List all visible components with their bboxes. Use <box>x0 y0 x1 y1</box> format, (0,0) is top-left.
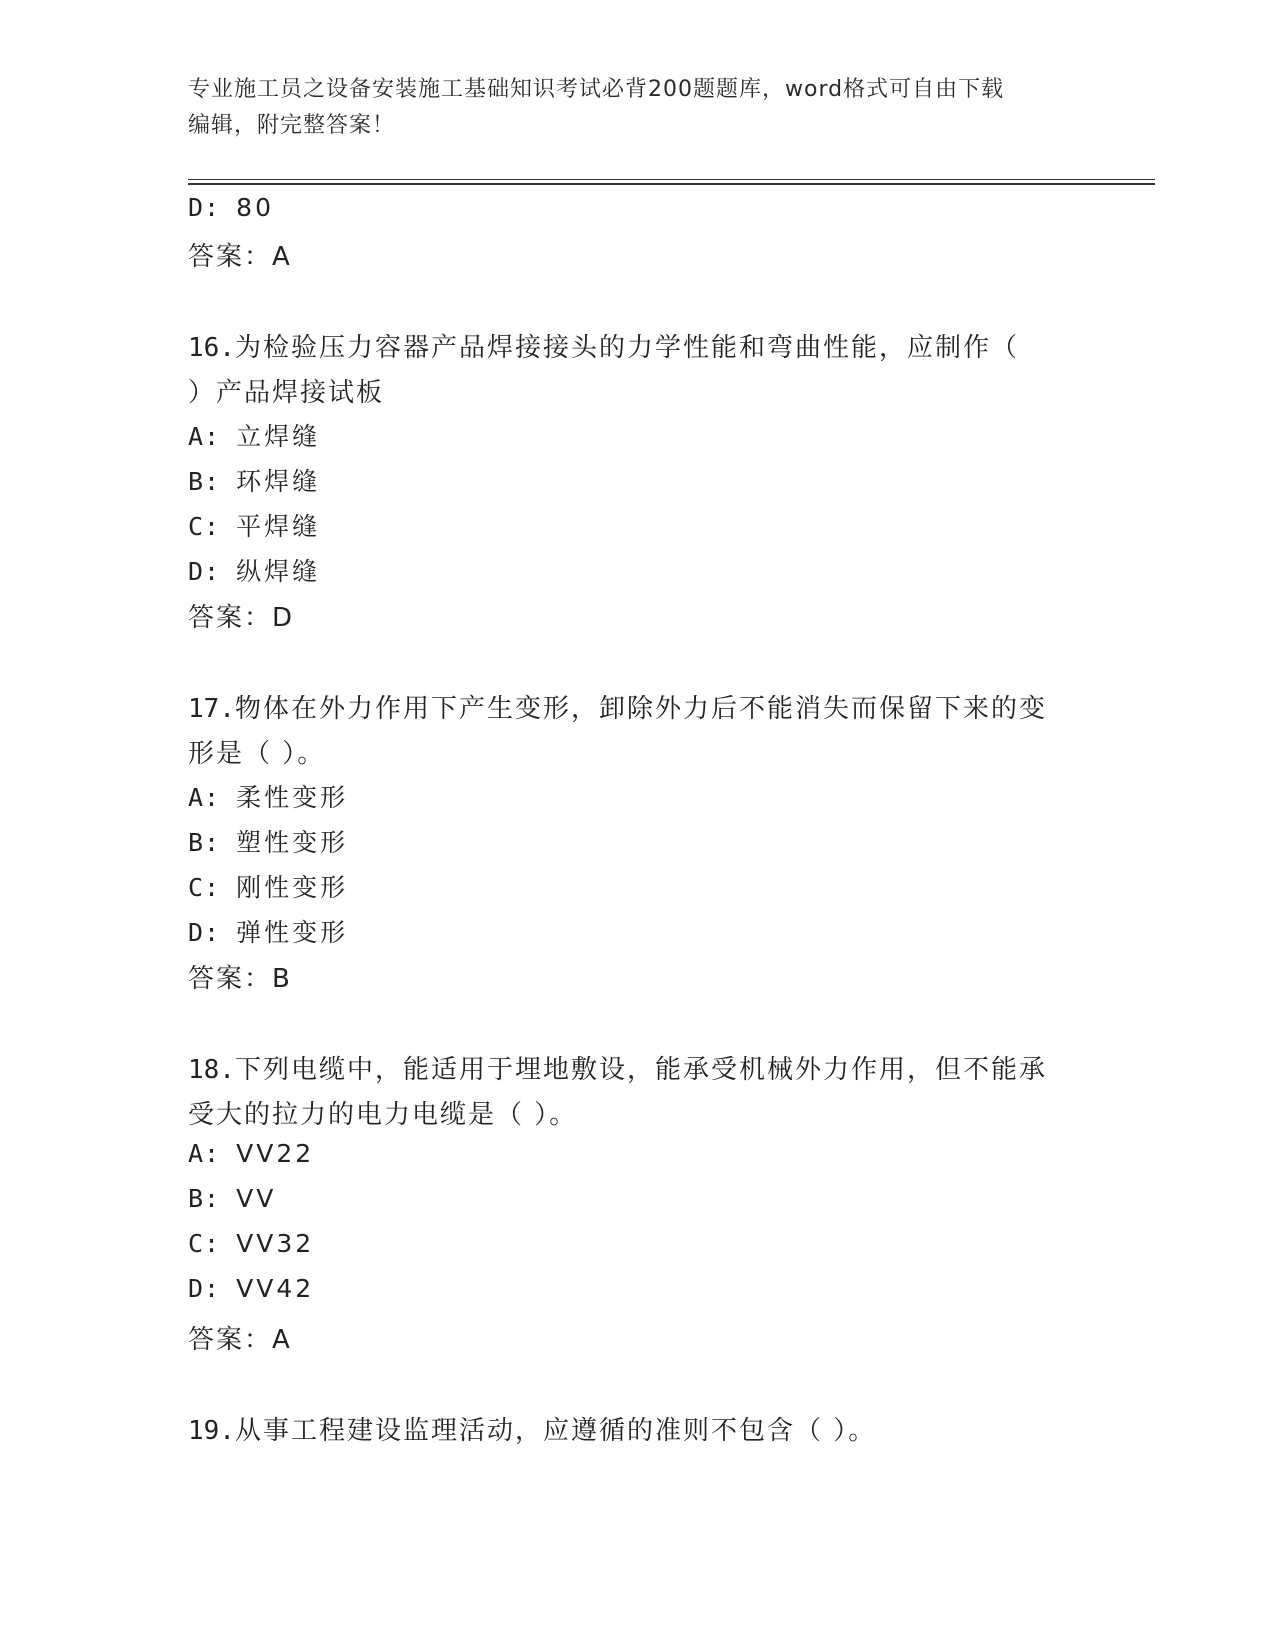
question-number: 17. <box>188 694 235 724</box>
question-18-option-d <box>188 1274 314 1303</box>
question-17-option-a <box>188 778 348 814</box>
question-17-option-c <box>188 868 348 904</box>
question-17-line-1 <box>188 688 1047 725</box>
question-18-option-c <box>188 1229 314 1258</box>
option-text: VV22 <box>236 1139 315 1168</box>
header-line-2: 编辑，附完整答案！ <box>188 113 396 138</box>
question-16-option-c <box>188 507 320 543</box>
option-label: A: <box>188 422 221 451</box>
option-label: C: <box>188 512 221 541</box>
option-text: 纵焊缝 <box>236 557 321 586</box>
header-divider-thin <box>188 179 1155 180</box>
question-number: 16. <box>188 333 235 363</box>
question-17-option-d <box>188 913 348 949</box>
question-17-option-b <box>188 823 348 859</box>
question-number: 19. <box>188 1416 235 1446</box>
option-label: D: <box>188 557 221 586</box>
option-label: D: <box>188 193 221 222</box>
option-label: B: <box>188 467 221 496</box>
option-label: A: <box>188 1139 221 1168</box>
document-header <box>188 72 1068 144</box>
question-16-option-d <box>188 552 320 588</box>
question-16-option-b <box>188 462 320 498</box>
option-text: 塑性变形 <box>236 828 349 857</box>
header-divider-thick <box>188 183 1155 185</box>
question-text: 下列电缆中，能适用于埋地敷设，能承受机械外力作用，但不能承 <box>234 1055 1047 1085</box>
option-label: B: <box>188 828 221 857</box>
option-text: VV32 <box>236 1229 315 1258</box>
question-number: 18. <box>188 1055 235 1085</box>
option-label: D: <box>188 1274 221 1303</box>
question-17-answer: 答案：B <box>188 964 292 994</box>
question-17-line-2: 形是（ ）。 <box>188 739 326 769</box>
question-18-option-b <box>188 1184 276 1213</box>
question-18-line-2: 受大的拉力的电力电缆是（ ）。 <box>188 1100 578 1130</box>
option-text: VV <box>236 1184 277 1213</box>
option-label: C: <box>188 873 221 902</box>
option-text: 平焊缝 <box>236 512 321 541</box>
question-16-option-a <box>188 417 320 453</box>
option-text: 环焊缝 <box>236 467 321 496</box>
option-text: 弹性变形 <box>236 918 349 947</box>
prev-option-d <box>188 193 274 222</box>
question-18-answer: 答案：A <box>188 1325 292 1355</box>
question-16-line-1 <box>188 327 1019 364</box>
question-text: 物体在外力作用下产生变形，卸除外力后不能消失而保留下来的变 <box>234 694 1047 724</box>
prev-answer: 答案：A <box>188 242 292 272</box>
question-19-line-1 <box>188 1410 876 1447</box>
question-text: 从事工程建设监理活动，应遵循的准则不包含（ ）。 <box>234 1416 877 1446</box>
question-18-option-a <box>188 1139 314 1168</box>
question-text: 为检验压力容器产品焊接接头的力学性能和弯曲性能，应制作（ <box>234 333 1019 363</box>
option-text: VV42 <box>236 1274 315 1303</box>
question-18-line-1 <box>188 1049 1047 1086</box>
option-text: 刚性变形 <box>236 873 349 902</box>
question-16-line-2: ）产品焊接试板 <box>188 378 385 408</box>
option-label: B: <box>188 1184 221 1213</box>
header-line-1: 专业施工员之设备安装施工基础知识考试必背200题题库，word格式可自由下载 <box>188 77 1005 102</box>
option-label: C: <box>188 1229 221 1258</box>
question-16-answer: 答案：D <box>188 603 295 633</box>
option-label: A: <box>188 783 221 812</box>
option-text: 立焊缝 <box>236 422 321 451</box>
option-label: D: <box>188 918 221 947</box>
option-text: 柔性变形 <box>236 783 349 812</box>
option-text: 80 <box>236 193 274 222</box>
